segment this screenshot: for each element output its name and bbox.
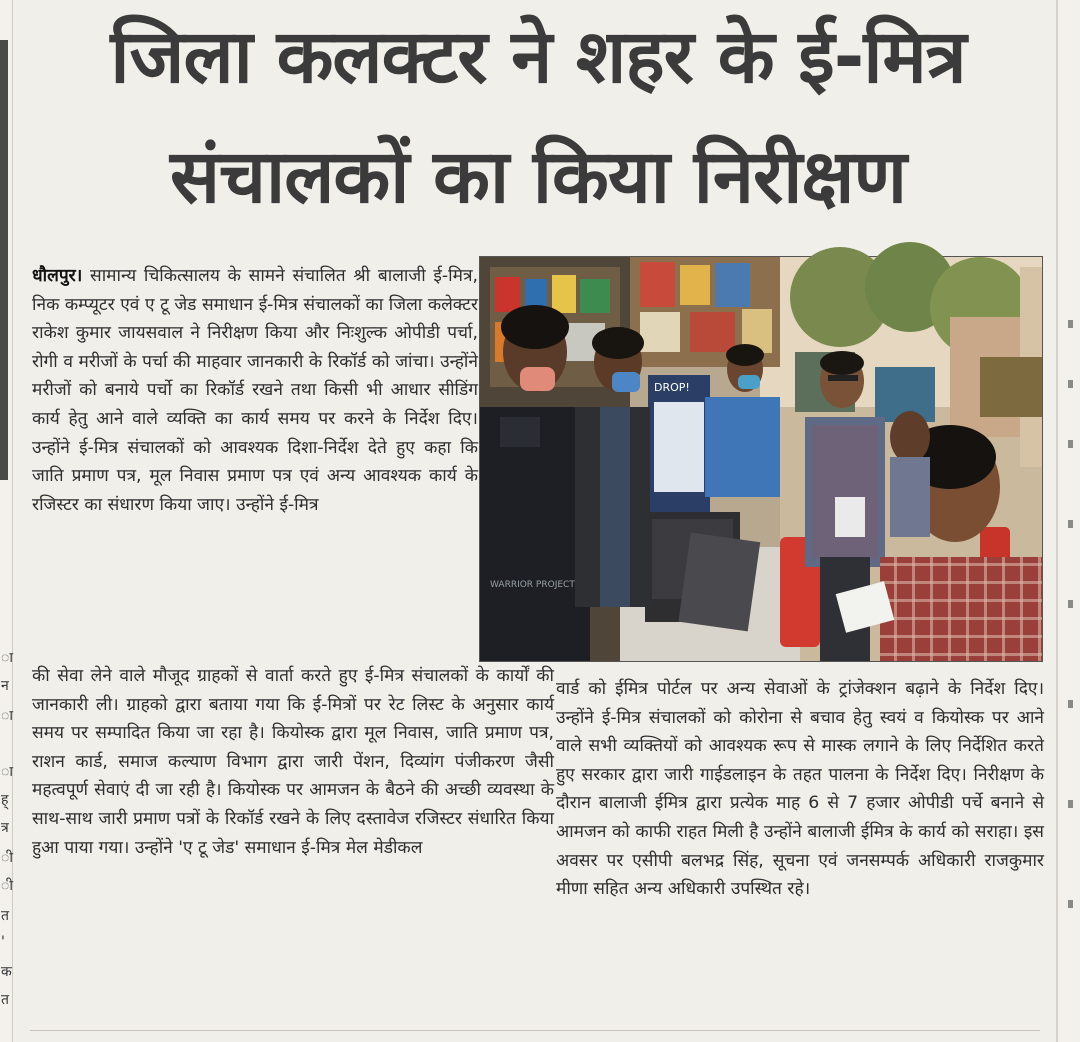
adjacent-text-fragment: त <box>1 992 9 1008</box>
adjacent-column-right <box>1056 0 1080 1042</box>
adjacent-text-fragment: न <box>1 678 9 694</box>
adjacent-text-fragment: ी <box>1 878 13 894</box>
adjacent-text-fragment: ' <box>1 934 5 950</box>
adjacent-text-fragment: ी <box>1 850 13 866</box>
article-column-left-top <box>32 262 478 519</box>
kiosk-sign-text: DROP! <box>654 381 690 394</box>
headline-line-2: संचालकों का किया निरीक्षण <box>170 134 906 220</box>
adjacent-text-fragment: ा <box>1 764 13 780</box>
adjacent-text-fragment: ा <box>1 708 13 724</box>
bottom-rule <box>30 1030 1040 1031</box>
adjacent-text-fragment: क <box>1 964 12 980</box>
adjacent-text-fragment: त्र <box>1 820 9 836</box>
adjacent-text-fragment: ह् <box>1 792 9 808</box>
adjacent-photo-edge <box>0 40 8 480</box>
adjacent-column-left <box>0 0 13 1042</box>
adjacent-text-fragment: ा <box>1 650 13 666</box>
adjacent-text-fragment: त <box>1 908 9 924</box>
news-photo <box>479 256 1043 662</box>
article-paragraph: सामान्य चिकित्सालय के सामने संचालित श्री बालाजी ई-मित्र, निक कम्प्यूटर एवं ए टू जेड समाधान ई-मित्र संचालकों का जिला कलेक्टर राकेश कुमार जायसवाल ने निरीक्षण किया और निःशुल्क ओपीडी पर्चा, रोगी व मरीजों के पर्चा की माहवार जानकारी के रिकॉर्ड को जांचा। उन्होंने मरीजों को बनाये पर्चो का रिकॉर्ड रखने तथा किसी भी आधार सीडिंग कार्य हेतु आने वाले व्यक्ति का कार्य समय पर करने के निर्देश दिए। उन्होंने ई-मित्र संचालकों को आवश्यक दिशा-निर्देश देते हुए कहा कि जाति प्रमाण पत्र, मूल निवास प्रमाण पत्र एवं अन्य आवश्यक कार्य के रजिस्टर का संधारण किया जाए। उन्होंने ई-मित्र <box>32 266 478 515</box>
article-column-left-bottom: की सेवा लेने वाले मौजूद ग्राहकों से वार्ता करते हुए ई-मित्र संचालकों के कार्यों की जानकारी ली। ग्राहको द्वारा बताया गया कि ई-मित्रों पर रेट लिस्ट के अनुसार कार्य समय पर सम्पादित किया जा रहा है। कियोस्क द्वारा मूल निवास, जाति प्रमाण पत्र, राशन कार्ड, समाज कल्याण विभाग द्वारा जारी पेंशन, दिव्यांग पंजीकरण जैसी महत्वपूर्ण सेवाएं दी जा रही है। कियोस्क पर आमजन के बैठने की अच्छी व्यवस्था के साथ-साथ जारी प्रमाण पत्रों के रिकॉर्ड रखने के लिए दस्तावेज रजिस्टर संधारित किया हुआ पाया गया। उन्होंने 'ए टू जेड' समाधान ई-मित्र मेल मेडीकल <box>32 666 554 858</box>
headline-line-1: जिला कलक्टर ने शहर के ई-मित्र <box>110 14 966 100</box>
dateline: धौलपुर। <box>32 266 83 286</box>
article-column-right: वार्ड को ईमित्र पोर्टल पर अन्य सेवाओं के ट्रांजेक्शन बढ़ाने के निर्देश दिए। उन्होंने ई-मित्र संचालकों को कोरोना से बचाव हेतु स्वयं व कियोस्क पर आने वाले सभी व्यक्तियों को आवश्यक रूप से मास्क लगाने के लिए निर्देशित करते हुए सरकार द्वारा जारी गाईडलाइन के तहत पालना के निर्देश दिए। निरीक्षण के दौरान बालाजी ईमित्र द्वारा प्रत्येक माह 6 से 7 हजार ओपीडी पर्चे बनाने से आमजन को काफी राहत मिली है उन्होंने बालाजी ईमित्र के कार्य को सराहा। इस अवसर पर एसीपी बलभद्र सिंह, सूचना एवं जनसम्पर्क अधिकारी राजकुमार मीणा सहित अन्य अधिकारी उपस्थित रहे। <box>556 679 1044 900</box>
shirt-print-text: WARRIOR PROJECT <box>490 580 575 590</box>
